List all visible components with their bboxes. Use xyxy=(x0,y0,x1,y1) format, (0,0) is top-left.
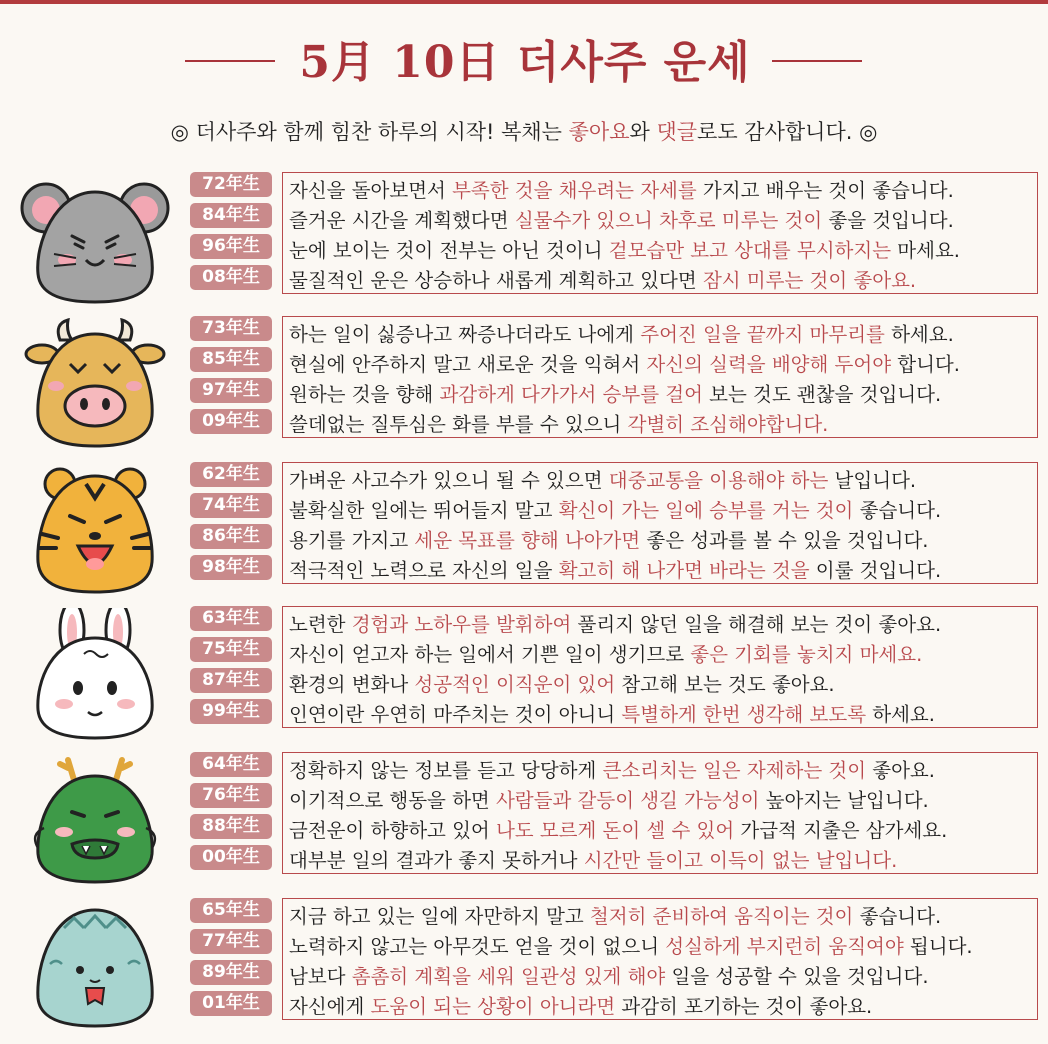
line-text: 좋을 것입니다. xyxy=(822,209,954,232)
line-text: 정확하지 않는 정보를 듣고 당당하게 xyxy=(289,759,603,782)
year-badge: 65年生 xyxy=(190,898,272,923)
rat-icon xyxy=(20,174,170,306)
line-text: 쓸데없는 질투심은 화를 부를 수 있으니 xyxy=(289,413,628,436)
line-highlight: 자신의 실력을 배양해 두어야 xyxy=(646,353,892,376)
line-highlight: 대중교통을 이용해야 하는 xyxy=(608,469,829,492)
fortune-group-rabbit xyxy=(0,606,1048,748)
line-text: 과감히 포기하는 것이 좋아요. xyxy=(615,995,873,1018)
birth-years xyxy=(190,752,272,876)
line-text: 날입니다. xyxy=(828,469,917,492)
line-highlight: 겉모습만 보고 상대를 무시하지는 xyxy=(608,239,892,262)
fortune-line xyxy=(289,496,1037,526)
subtitle xyxy=(0,116,1048,146)
subtitle-post: 로도 감사합니다. ◎ xyxy=(697,120,878,144)
fortune-line xyxy=(289,846,1037,876)
fortune-line xyxy=(289,466,1037,496)
ox-icon xyxy=(20,318,170,450)
dragon-icon xyxy=(20,754,170,886)
line-text: 가벼운 사고수가 있으니 될 수 있으면 xyxy=(289,469,609,492)
year-badge: 63年生 xyxy=(190,606,272,631)
year-badge: 84年生 xyxy=(190,203,272,228)
line-text: 대부분 일의 결과가 좋지 못하거나 xyxy=(289,849,584,872)
birth-years xyxy=(190,462,272,586)
line-highlight: 실물수가 있으니 차후로 미루는 것이 xyxy=(514,209,823,232)
top-border xyxy=(0,0,1048,4)
line-text: 일을 성공할 수 있을 것입니다. xyxy=(665,965,929,988)
rabbit-icon xyxy=(20,608,170,740)
fortune-box xyxy=(282,316,1038,438)
line-text: 자신이 얻고자 하는 일에서 기쁜 일이 생기므로 xyxy=(289,643,691,666)
year-badge: 72年生 xyxy=(190,172,272,197)
line-text: 좋은 성과를 볼 수 있을 것입니다. xyxy=(640,529,929,552)
line-text: 이룰 것입니다. xyxy=(809,559,942,582)
subtitle-like: 좋아요 xyxy=(568,120,630,144)
fortune-box xyxy=(282,462,1038,584)
line-highlight: 도움이 되는 상황이 아니라면 xyxy=(370,995,616,1018)
birth-years xyxy=(190,606,272,730)
fortune-line xyxy=(289,380,1037,410)
line-text: 가급적 지출은 삼가세요. xyxy=(734,819,948,842)
line-highlight: 좋은 기회를 놓치지 마세요. xyxy=(690,643,923,666)
line-text: 이기적으로 행동을 하면 xyxy=(289,789,496,812)
line-text: 보는 것도 괜찮을 것입니다. xyxy=(702,383,942,406)
fortune-group-tiger xyxy=(0,462,1048,604)
line-highlight: 큰소리치는 일은 자제하는 것이 xyxy=(602,759,867,782)
fortune-line xyxy=(289,902,1037,932)
line-text: 하는 일이 싫증나고 짜증나더라도 나에게 xyxy=(289,323,641,346)
line-text: 용기를 가지고 xyxy=(289,529,415,552)
line-text: 현실에 안주하지 말고 새로운 것을 익혀서 xyxy=(289,353,647,376)
line-text: 환경의 변화나 xyxy=(289,673,415,696)
fortune-line xyxy=(289,786,1037,816)
line-highlight: 과감하게 다가가서 승부를 걸어 xyxy=(439,383,703,406)
line-text: 눈에 보이는 것이 전부는 아닌 것이니 xyxy=(289,239,609,262)
fortune-line xyxy=(289,700,1037,730)
fortune-box xyxy=(282,898,1038,1020)
fortune-line xyxy=(289,266,1037,296)
line-text: 좋습니다. xyxy=(853,499,942,522)
year-badge: 01年生 xyxy=(190,991,272,1016)
year-badge: 77年生 xyxy=(190,929,272,954)
fortune-box xyxy=(282,752,1038,874)
line-text: 자신에게 xyxy=(289,995,371,1018)
line-text: 합니다. xyxy=(891,353,960,376)
line-highlight: 성실하게 부지런히 움직여야 xyxy=(665,935,904,958)
line-text: 하세요. xyxy=(884,323,954,346)
fortune-line xyxy=(289,320,1037,350)
subtitle-mid: 와 xyxy=(629,120,657,144)
fortune-line xyxy=(289,526,1037,556)
line-text: 됩니다. xyxy=(903,935,973,958)
line-text: 좋습니다. xyxy=(853,905,942,928)
fortune-group-ox xyxy=(0,316,1048,458)
fortune-group-rat xyxy=(0,172,1048,314)
year-badge: 73年生 xyxy=(190,316,272,341)
birth-years xyxy=(190,898,272,1022)
year-badge: 98年生 xyxy=(190,555,272,580)
line-text: 풀리지 않던 일을 해결해 보는 것이 좋아요. xyxy=(571,613,942,636)
year-badge: 64年生 xyxy=(190,752,272,777)
fortune-line xyxy=(289,962,1037,992)
birth-years xyxy=(190,172,272,296)
snake-icon xyxy=(20,900,170,1032)
year-badge: 08年生 xyxy=(190,265,272,290)
year-badge: 75年生 xyxy=(190,637,272,662)
year-badge: 87年生 xyxy=(190,668,272,693)
page-title: 5月 10日 더사주 운세 xyxy=(299,37,751,88)
fortune-line xyxy=(289,236,1037,266)
line-text: 지금 하고 있는 일에 자만하지 말고 xyxy=(289,905,590,928)
line-highlight: 경험과 노하우를 발휘하여 xyxy=(351,613,572,636)
line-highlight: 확신이 가는 일에 승부를 거는 것이 xyxy=(558,499,854,522)
line-highlight: 부족한 것을 채우려는 자세를 xyxy=(452,179,697,202)
line-text: 적극적인 노력으로 자신의 일을 xyxy=(289,559,559,582)
fortune-line xyxy=(289,640,1037,670)
fortune-group-dragon xyxy=(0,752,1048,894)
line-text: 인연이란 우연히 마주치는 것이 아니니 xyxy=(289,703,622,726)
line-text: 물질적인 운은 상승하나 새롭게 계획하고 있다면 xyxy=(289,269,703,292)
fortune-line xyxy=(289,932,1037,962)
year-badge: 76年生 xyxy=(190,783,272,808)
line-highlight: 주어진 일을 끝까지 마무리를 xyxy=(640,323,885,346)
line-text: 금전운이 하향하고 있어 xyxy=(289,819,496,842)
line-text: 가지고 배우는 것이 좋습니다. xyxy=(696,179,954,202)
line-highlight: 철저히 준비하여 움직이는 것이 xyxy=(589,905,854,928)
line-text: 마세요. xyxy=(891,239,960,262)
title-left-rule xyxy=(185,60,275,62)
line-highlight: 각별히 조심해야합니다. xyxy=(627,413,829,436)
year-badge: 86年生 xyxy=(190,524,272,549)
year-badge: 85年生 xyxy=(190,347,272,372)
fortune-line xyxy=(289,816,1037,846)
year-badge: 97年生 xyxy=(190,378,272,403)
fortune-line xyxy=(289,410,1037,440)
year-badge: 89年生 xyxy=(190,960,272,985)
year-badge: 96年生 xyxy=(190,234,272,259)
fortune-line xyxy=(289,206,1037,236)
line-highlight: 세운 목표를 향해 나아가면 xyxy=(414,529,641,552)
line-text: 노련한 xyxy=(289,613,352,636)
line-highlight: 사람들과 갈등이 생길 가능성이 xyxy=(495,789,760,812)
year-badge: 00年生 xyxy=(190,845,272,870)
line-text: 하세요. xyxy=(866,703,935,726)
line-highlight: 시간만 들이고 이득이 없는 날입니다. xyxy=(583,849,898,872)
line-text: 좋아요. xyxy=(866,759,935,782)
fortune-line xyxy=(289,670,1037,700)
line-highlight: 성공적인 이직운이 있어 xyxy=(414,673,616,696)
tiger-icon xyxy=(20,464,170,596)
title-row xyxy=(0,26,1048,96)
year-badge: 74年生 xyxy=(190,493,272,518)
line-text: 남보다 xyxy=(289,965,352,988)
line-highlight: 확고히 해 나가면 바라는 것을 xyxy=(558,559,810,582)
line-text: 즐거운 시간을 계획했다면 xyxy=(289,209,515,232)
line-text: 불확실한 일에는 뛰어들지 말고 xyxy=(289,499,559,522)
year-badge: 88年生 xyxy=(190,814,272,839)
line-highlight: 특별하게 한번 생각해 보도록 xyxy=(621,703,867,726)
fortune-box xyxy=(282,172,1038,294)
line-highlight: 잠시 미루는 것이 좋아요. xyxy=(702,269,917,292)
fortune-box xyxy=(282,606,1038,728)
fortune-line xyxy=(289,176,1037,206)
title-right-rule xyxy=(772,60,862,62)
line-highlight: 나도 모르게 돈이 셀 수 있어 xyxy=(495,819,735,842)
year-badge: 62年生 xyxy=(190,462,272,487)
line-text: 참고해 보는 것도 좋아요. xyxy=(615,673,835,696)
fortune-line xyxy=(289,756,1037,786)
subtitle-pre: ◎ 더사주와 함께 힘찬 하루의 시작! 복채는 xyxy=(170,120,569,144)
line-text: 노력하지 않고는 아무것도 얻을 것이 없으니 xyxy=(289,935,666,958)
line-text: 높아지는 날입니다. xyxy=(759,789,929,812)
line-text: 자신을 돌아보면서 xyxy=(289,179,453,202)
fortune-line xyxy=(289,610,1037,640)
fortune-group-snake xyxy=(0,898,1048,1040)
subtitle-comment: 댓글 xyxy=(656,120,698,144)
fortune-line xyxy=(289,350,1037,380)
line-text: 원하는 것을 향해 xyxy=(289,383,440,406)
fortune-line xyxy=(289,556,1037,586)
year-badge: 99年生 xyxy=(190,699,272,724)
line-highlight: 촘촘히 계획을 세워 일관성 있게 해야 xyxy=(351,965,666,988)
birth-years xyxy=(190,316,272,440)
year-badge: 09年生 xyxy=(190,409,272,434)
fortune-line xyxy=(289,992,1037,1022)
